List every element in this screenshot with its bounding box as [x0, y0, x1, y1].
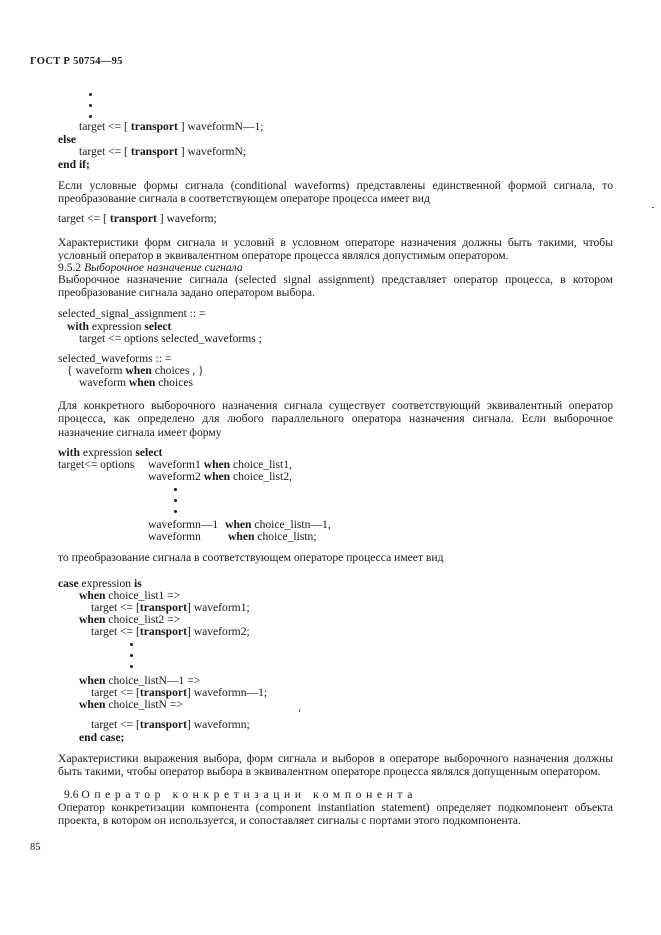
grammar-line: waveform when choices: [79, 376, 193, 389]
code-line: target <= [ transport ] waveformN;: [79, 145, 247, 158]
ellipsis-dot: [130, 654, 133, 657]
case-line: when choice_listN—1 =>: [79, 674, 201, 687]
case-line: when choice_listN =>: [79, 698, 183, 711]
paragraph: Выборочное назначение сигнала (selected signal assignment) представляет оператор процесса, в котором преобразование сигнала задано оператором выбора.: [58, 273, 613, 300]
grammar-line: { waveform when choices , }: [67, 364, 204, 377]
select-line: with expression select: [58, 446, 163, 459]
ellipsis-dot: [130, 665, 133, 668]
case-line: case expression is: [58, 577, 142, 590]
scan-speck: [299, 709, 300, 712]
code-end-if: end if;: [58, 158, 90, 171]
page-number: 85: [30, 842, 41, 853]
paragraph: Характеристики выражения выбора, форм сигнала и выборов в операторе выборочного назначения должны быть такими, чтобы оператор выбора в эквивалентном операторе процесса являлся допущенным оператором.: [58, 752, 613, 779]
paragraph: Если условные формы сигнала (conditional waveforms) представлены единственной формой сигнала, то преобразование сигнала в соответствующем операторе процесса имеет вид: [58, 179, 613, 206]
select-line: when choice_listn;: [228, 530, 317, 543]
select-line: waveform2 when choice_list2,: [148, 470, 292, 483]
case-line: target <= [transport] waveformn;: [91, 718, 250, 731]
grammar-line: selected_signal_assignment :: =: [58, 307, 206, 320]
paragraph: Оператор конкретизации компонента (component instantiation statement) определяет подкомпонент объекта проекта, в котором он используется, и сопоставляет сигналы с портами этого подкомпонента.: [58, 801, 613, 828]
case-line: target <= [transport] waveform1;: [91, 601, 250, 614]
grammar-line: selected_waveforms :: =: [58, 352, 172, 365]
select-line: waveform1 when choice_list1,: [148, 458, 292, 471]
paragraph: то преобразование сигнала в соответствующем операторе процесса имеет вид: [58, 551, 444, 564]
paragraph: Характеристики форм сигнала и условий в условном операторе назначения должны быть такими, чтобы условный оператор в эквивалентном операторе процесса являлся допустимым оператором.: [58, 236, 613, 263]
case-line: when choice_list1 =>: [79, 589, 181, 602]
standard-header: ГОСТ Р 50754—95: [30, 56, 123, 67]
case-line: when choice_list2 =>: [79, 613, 181, 626]
grammar-line: target <= options selected_waveforms ;: [79, 332, 262, 345]
section-heading-96: 9.6 Оператор конкретизации компонента: [64, 788, 417, 801]
code-line: target <= [ transport ] waveformN—1;: [79, 120, 264, 133]
section-heading-952: 9.5.2 Выборочное назначение сигнала: [58, 261, 243, 274]
ellipsis-dot: [174, 499, 177, 502]
ellipsis-dot: [174, 488, 177, 491]
ellipsis-dot: [89, 93, 92, 96]
select-line: target<= options: [58, 458, 135, 471]
select-line: waveformn—1 when choice_listn—1,: [148, 518, 331, 531]
scan-speck: [652, 207, 654, 208]
ellipsis-dot: [89, 104, 92, 107]
ellipsis-dot: [174, 510, 177, 513]
paragraph: Для конкретного выборочного назначения сигнала существует соответствующий эквивалентный оператор процесса, как определено для любого параллельного оператора назначения сигнала. Если выборочное назначение сигнала имеет форму: [58, 399, 613, 439]
grammar-line: with expression select: [67, 320, 172, 333]
case-line: target <= [transport] waveformn—1;: [91, 686, 268, 699]
code-line: target <= [ transport ] waveform;: [58, 212, 217, 225]
ellipsis-dot: [89, 115, 92, 118]
ellipsis-dot: [130, 643, 133, 646]
select-line: waveformn: [148, 530, 201, 543]
code-else: else: [58, 133, 77, 146]
case-end: end case;: [79, 731, 125, 744]
case-line: target <= [transport] waveform2;: [91, 625, 250, 638]
